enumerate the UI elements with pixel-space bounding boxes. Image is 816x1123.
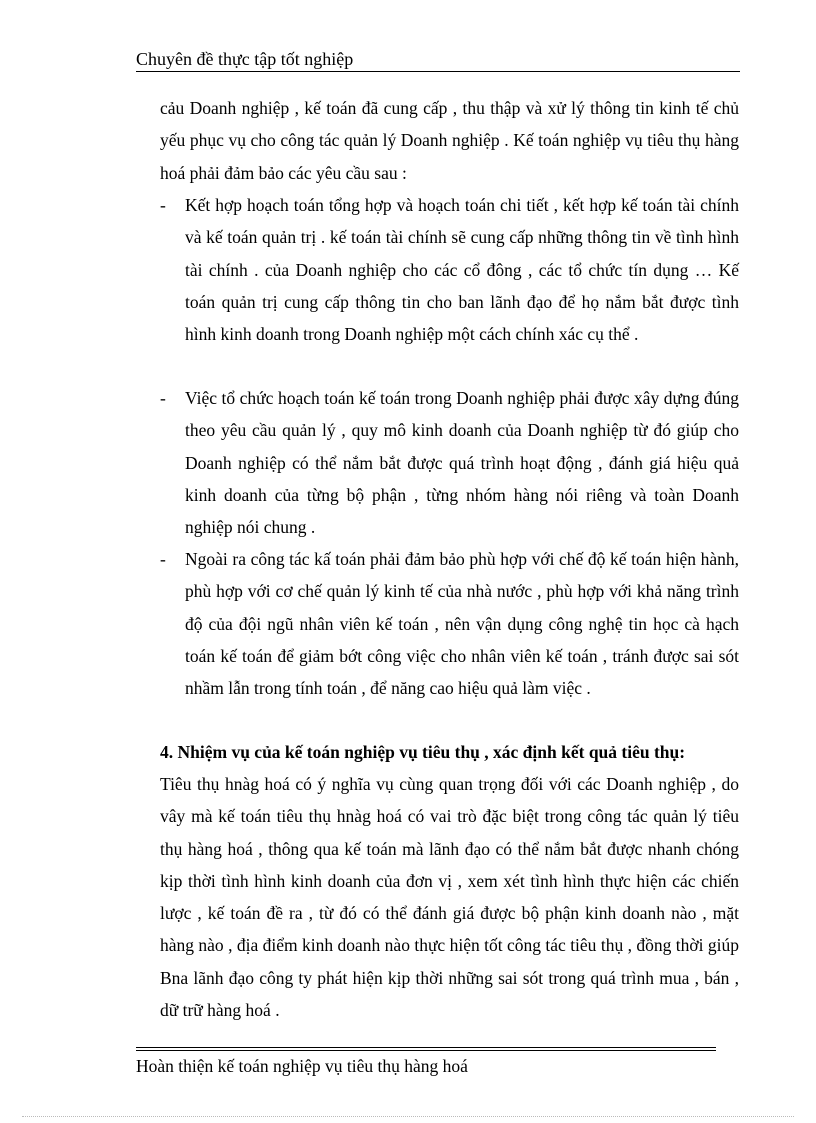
page-footer: Hoàn thiện kế toán nghiệp vụ tiêu thụ hàng hoá (136, 1056, 468, 1076)
page-header: Chuyên đề thực tập tốt nghiệp (136, 49, 354, 69)
bullet-text: Ngoài ra công tác kấ toán phải đảm bảo phù hợp với chế độ kế toán hiện hành, phù hợp với cơ chế quản lý kinh tế của nhà nước , phù hợp với khả năng trình độ của đội ngũ nhân viên kế toán , nên vận dụng công nghệ tin học cà hạch toán kế toán để giảm bớt công việc cho nhân viên kế toán , tránh được sai sót nhầm lẫn trong tính toán , để năng cao hiệu quả làm việc . (185, 549, 739, 699)
bullet-item (160, 382, 739, 543)
bullet-item (160, 189, 739, 350)
page-edge-divider (22, 1116, 794, 1117)
bullet-text: Việc tổ chức hoạch toán kế toán trong Doanh nghiệp phải được xây dựng đúng theo yêu cầu quản lý , quy mô kinh doanh của Doanh nghiệp từ đó giúp cho Doanh nghiệp có thể nắm bắt được quá trình hoạt động , đánh giá hiệu quả kinh doanh của từng bộ phận , từng nhóm hàng nói riêng và toàn Doanh nghiệp nói chung . (185, 388, 739, 538)
footer-rule (136, 1047, 716, 1048)
section-heading: 4. Nhiệm vụ của kế toán nghiệp vụ tiêu thụ , xác định kết quả tiêu thụ: (160, 742, 686, 762)
bullet-marker: - (160, 549, 166, 569)
intro-paragraph: cảu Doanh nghiệp , kế toán đã cung cấp , thu thập và xử lý thông tin kinh tế chủ yếu phục vụ cho công tác quản lý Doanh nghiệp . Kế toán nghiệp vụ tiêu thụ hàng hoá phải đảm bảo các yêu cầu sau : (160, 98, 739, 183)
bullet-item (160, 543, 739, 704)
header-rule (136, 71, 740, 72)
bullet-marker: - (160, 388, 166, 408)
bullet-text: Kết hợp hoạch toán tổng hợp và hoạch toán chi tiết , kết hợp kế toán tài chính và kế toán quản trị . kế toán tài chính sẽ cung cấp những thông tin về tình hình tài chính . của Doanh nghiệp cho các cổ đông , các tổ chức tín dụng … Kế toán quản trị cung cấp thông tin cho ban lãnh đạo để họ nắm bắt được tình hình kinh doanh trong Doanh nghiệp một cách chính xác cụ thể . (185, 195, 739, 345)
body-paragraph: Tiêu thụ hnàg hoá có ý nghĩa vụ cùng quan trọng đối với các Doanh nghiệp , do vây mà kế toán tiêu thụ hnàg hoá có vai trò đặc biệt trong công tác quản lý tiêu thụ hàng hoá , thông qua kế toán mà lãnh đạo có thể nắm bắt được nhanh chóng kịp thời tình hình kinh doanh của đơn vị , xem xét tình hình thực hiện các chiến lược , kế toán đề ra , từ đó có thể đánh giá được bộ phận kinh doanh nào , mặt hàng nào , địa điểm kinh doanh nào thực hiện tốt công tác tiêu thụ , đồng thời giúp Bna lãnh đạo công ty phát hiện kịp thời những sai sót trong quá trình mua , bán , dữ trữ hàng hoá . (160, 774, 739, 1021)
bullet-marker: - (160, 195, 166, 215)
footer-rule (136, 1050, 716, 1051)
